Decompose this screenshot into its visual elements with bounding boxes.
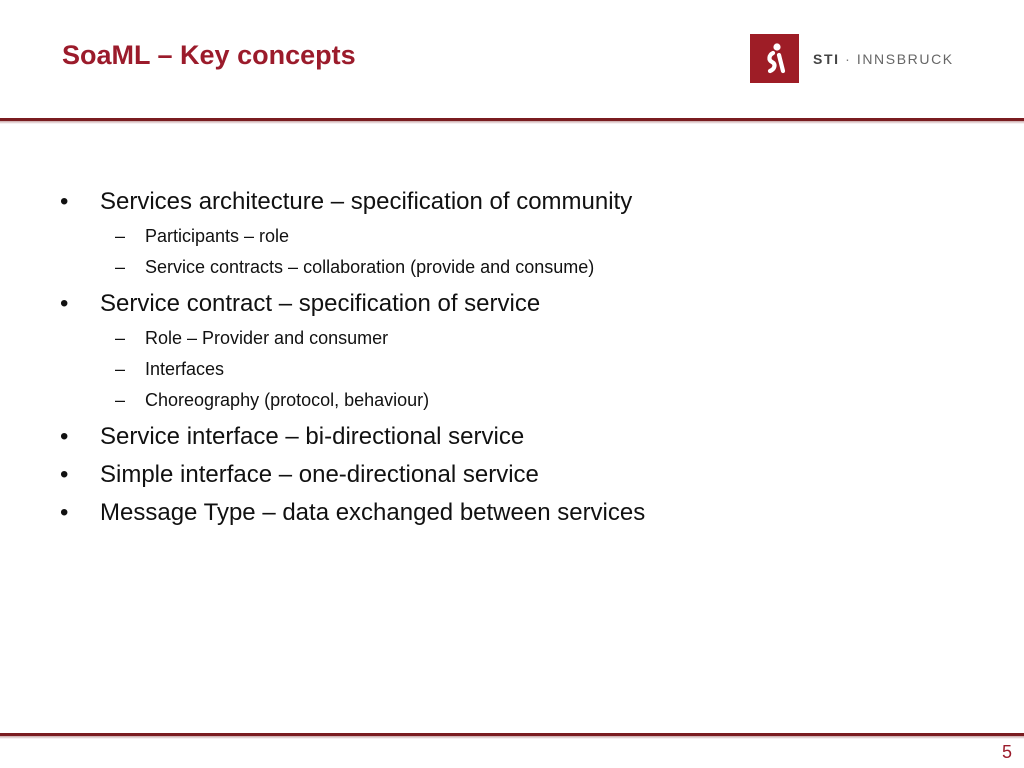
sub-bullet-item	[100, 385, 960, 416]
sub-bullet-text: Interfaces	[145, 359, 225, 379]
bullet-item	[60, 418, 960, 456]
sub-bullet-marker: –	[115, 257, 126, 277]
bullet-marker: •	[60, 423, 69, 450]
bullet-text: Service interface – bi-directional service	[100, 423, 525, 450]
bullet-list	[60, 183, 960, 532]
footer-divider-shadow	[0, 736, 1024, 739]
bullet-marker: •	[60, 499, 69, 526]
bullet-marker: •	[60, 290, 69, 317]
sub-bullet-marker: –	[115, 359, 126, 379]
bullet-item	[60, 494, 960, 532]
sub-bullet-list	[100, 323, 960, 416]
sub-bullet-item	[100, 252, 960, 283]
bullet-item	[60, 456, 960, 494]
logo-separator: ·	[845, 50, 852, 67]
bullet-text: Simple interface – one-directional service	[100, 461, 539, 488]
slide-title: SoaML – Key concepts	[62, 40, 356, 70]
logo-city: INNSBRUCK	[856, 50, 954, 67]
sub-bullet-item	[100, 323, 960, 354]
bullet-text: Service contract – specification of service	[100, 290, 541, 317]
slide-body	[60, 183, 960, 532]
sub-bullet-item	[100, 221, 960, 252]
sub-bullet-marker: –	[115, 328, 126, 348]
bullet-text: Message Type – data exchanged between services	[100, 499, 646, 526]
bullet-marker: •	[60, 461, 69, 488]
logo-brand: STI	[813, 50, 840, 67]
bullet-text: Services architecture – specification of community	[100, 188, 633, 215]
sub-bullet-list	[100, 221, 960, 283]
sub-bullet-text: Service contracts – collaboration (provide and consume)	[145, 257, 595, 277]
sub-bullet-item	[100, 354, 960, 385]
sub-bullet-text: Participants – role	[145, 226, 290, 246]
header-divider-shadow	[0, 121, 1024, 124]
sti-figure-icon	[750, 34, 799, 83]
bullet-item	[60, 183, 960, 283]
sub-bullet-marker: –	[115, 226, 126, 246]
sub-bullet-marker: –	[115, 390, 126, 410]
sti-innsbruck-logo	[750, 34, 954, 83]
bullet-marker: •	[60, 188, 69, 215]
logo-wordmark	[813, 51, 954, 67]
page-number: 5	[1001, 742, 1012, 762]
bullet-item	[60, 285, 960, 416]
sub-bullet-text: Choreography (protocol, behaviour)	[145, 390, 430, 410]
sub-bullet-text: Role – Provider and consumer	[145, 328, 389, 348]
